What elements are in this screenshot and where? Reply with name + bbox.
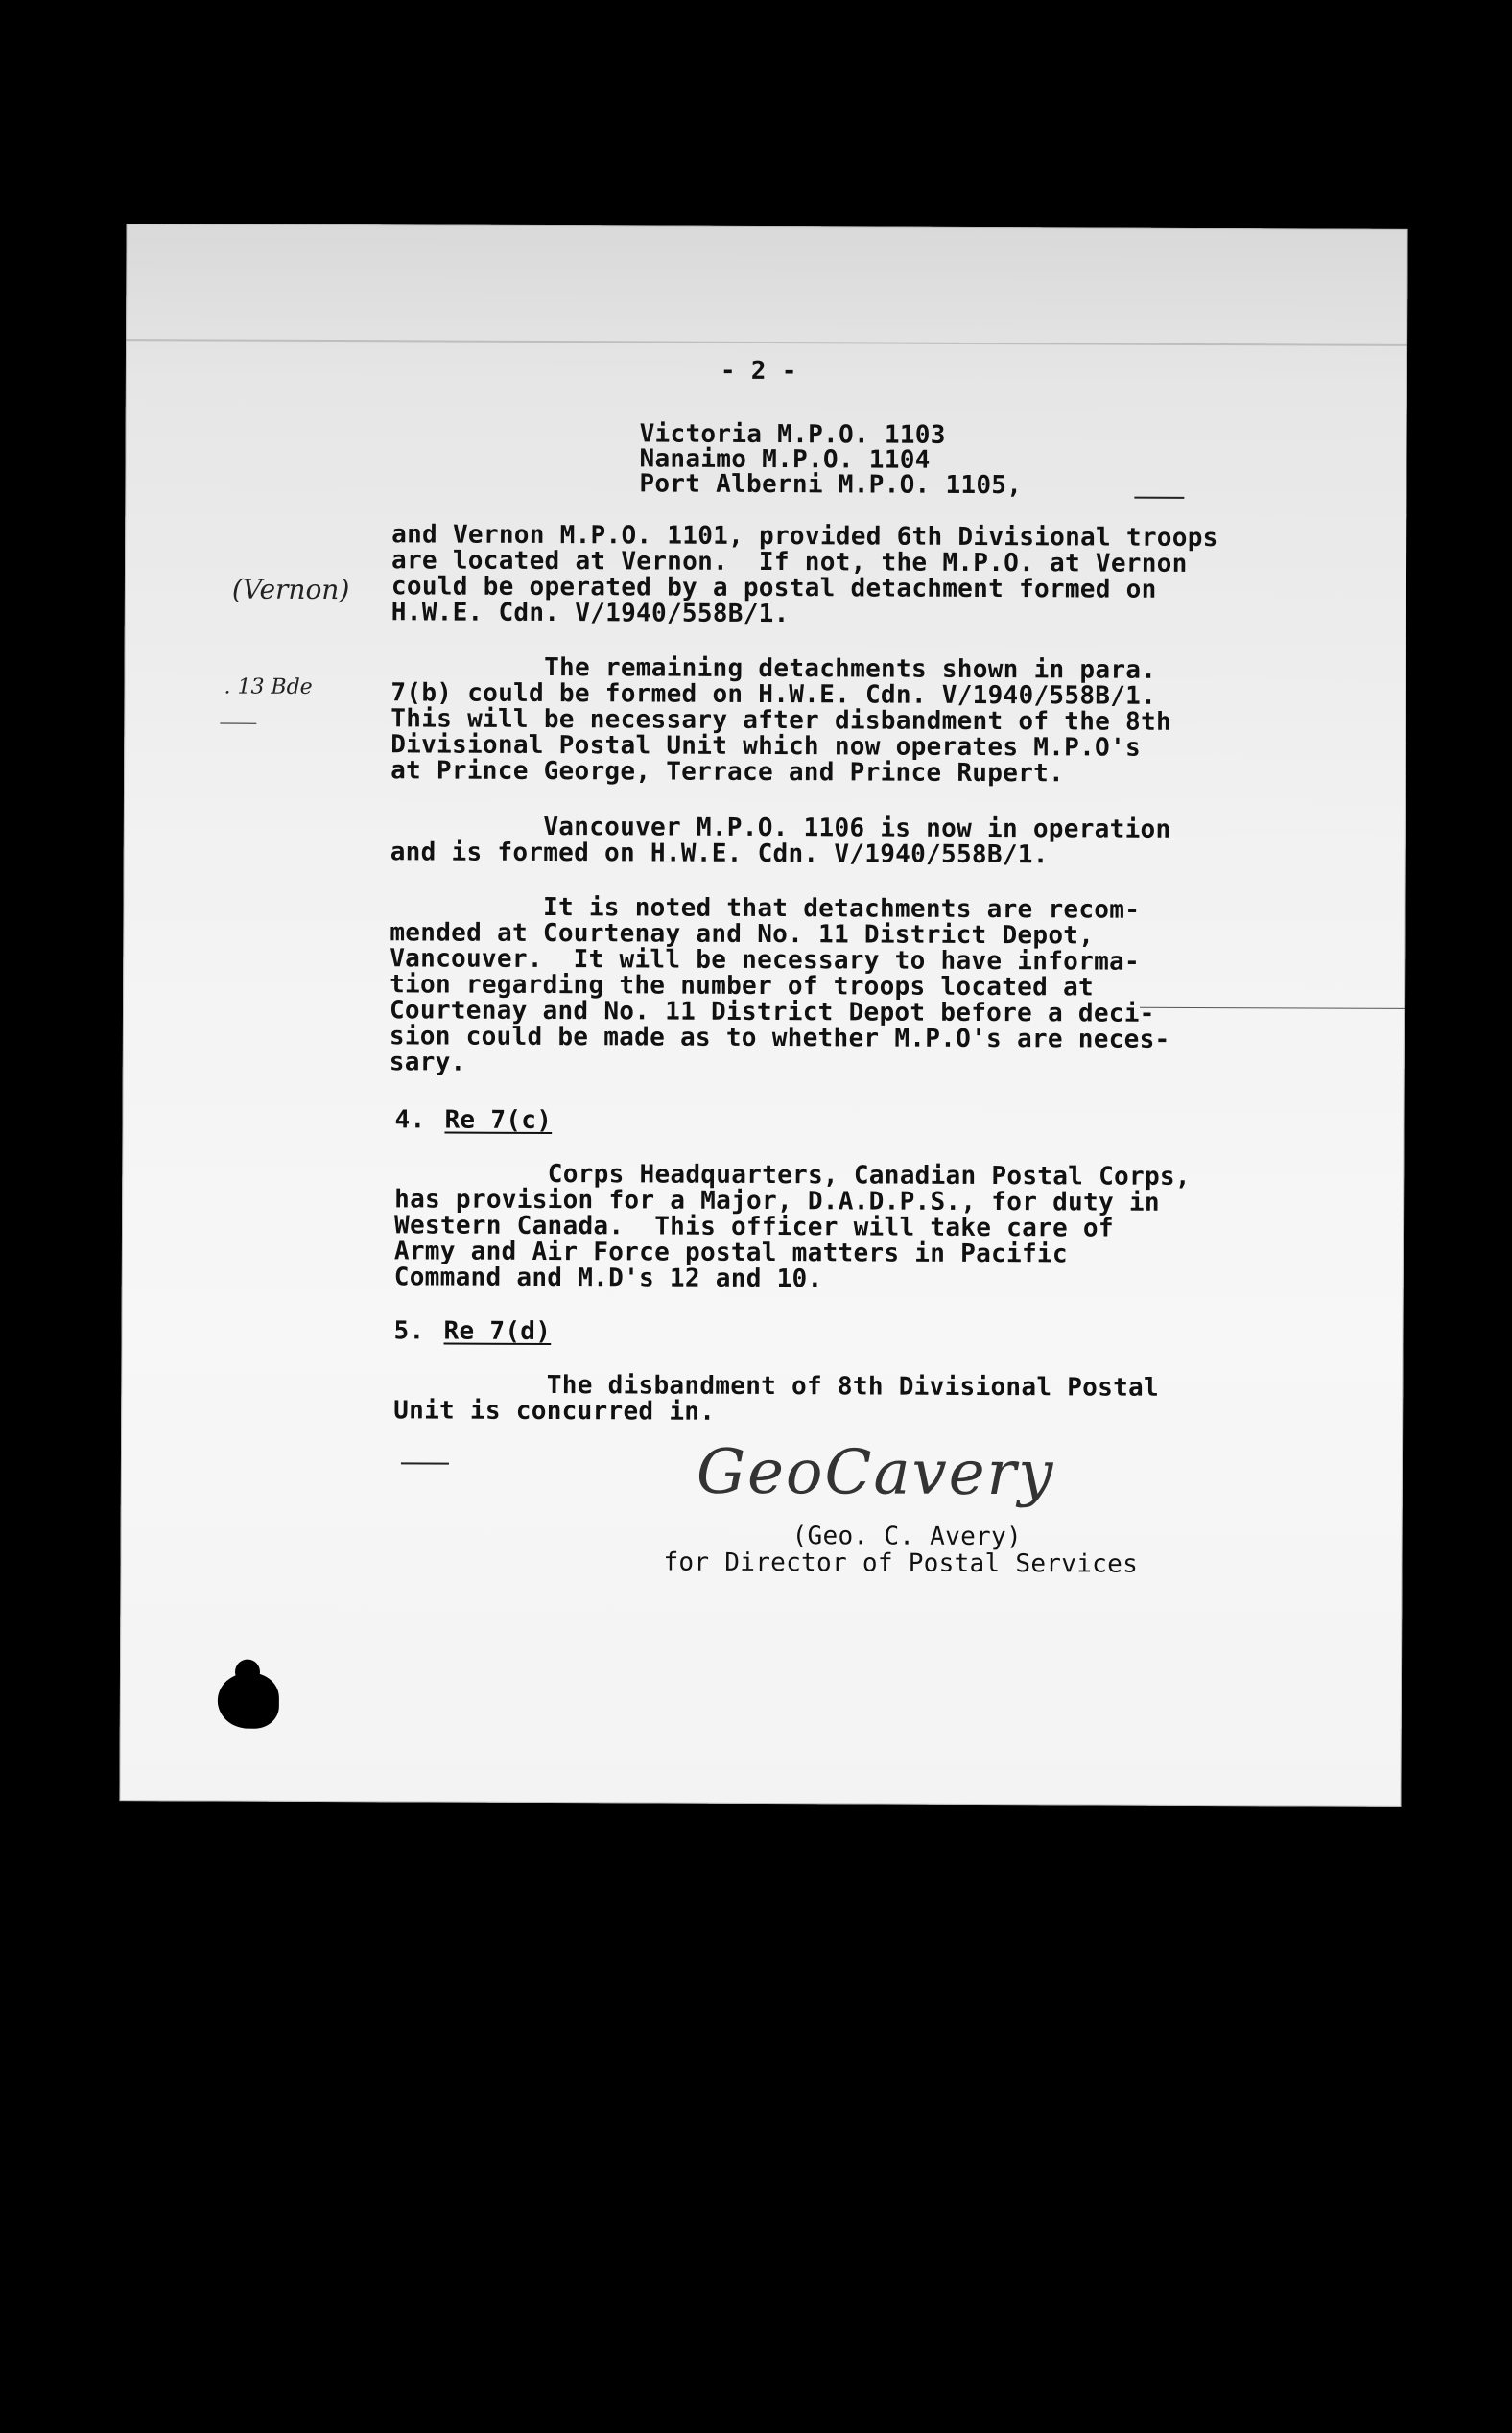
text-line: Command and M.D's 12 and 10. (393, 1263, 823, 1294)
signer-title: for Director of Postal Services (663, 1547, 1139, 1579)
text-line: are located at Vernon. If not, the M.P.O. at Vernon (390, 546, 1188, 579)
text-line: H.W.E. Cdn. V/1940/558B/1. (390, 598, 790, 629)
signature: GeoCavery (696, 1436, 1055, 1510)
signer-name: (Geo. C. Avery) (791, 1522, 1023, 1552)
crease-line (1140, 1007, 1405, 1009)
office-list (127, 224, 1408, 501)
text-line: and Vernon M.P.O. 1101, provided 6th Divisional troops (391, 520, 1218, 554)
section-number: 4. (394, 1105, 426, 1135)
text-line: 7(b) could be formed on H.W.E. Cdn. V/1940/558B/1. (390, 678, 1157, 711)
text-line: The disbandment of 8th Divisional Postal (393, 1370, 1160, 1403)
text-line: It is noted that detachments are recom- (390, 892, 1141, 925)
text-line: tion regarding the number of troops located at (390, 970, 1095, 1003)
margin-dash (1134, 497, 1184, 499)
section-title: Re 7(c) (444, 1105, 553, 1136)
text-line: sary. (389, 1048, 466, 1077)
text-line: Corps Headquarters, Canadian Postal Corps, (394, 1159, 1191, 1192)
text-line: at Prince George, Terrace and Prince Rupert. (390, 756, 1065, 789)
text-line: Army and Air Force postal matters in Pacific (393, 1237, 1068, 1269)
text-line: Divisional Postal Unit which now operates M.P.O's (390, 730, 1142, 763)
page-number: - 2 - (720, 356, 797, 387)
text-line: sion could be made as to whether M.P.O's are neces- (389, 1022, 1170, 1054)
office-line: Victoria M.P.O. 1103 (639, 419, 946, 450)
text-line: Vancouver. It will be necessary to have informa- (390, 944, 1141, 977)
office-line: Port Alberni M.P.O. 1105, (639, 469, 1023, 501)
text-line: could be operated by a postal detachment formed on (390, 572, 1157, 604)
text-line: has provision for a Major, D.A.D.P.S., for duty in (394, 1185, 1160, 1217)
text-line: This will be necessary after disbandment of the 8th (390, 704, 1172, 737)
text-line: Vancouver M.P.O. 1106 is now in operation (390, 812, 1171, 844)
margin-note-line: . 13 Bde (224, 674, 313, 699)
section-title: Re 7(d) (443, 1316, 552, 1347)
margin-note (224, 508, 350, 770)
text-line: Unit is concurred in. (393, 1396, 716, 1427)
text-line: and is formed on H.W.E. Cdn. V/1940/558B/1. (390, 838, 1049, 870)
margin-note-line: (Vernon) (231, 573, 350, 606)
office-line: Nanaimo M.P.O. 1104 (639, 444, 931, 475)
text-line: Courtenay and No. 11 District Depot before a deci- (389, 996, 1155, 1028)
text-line: Western Canada. This officer will take care of (393, 1211, 1114, 1243)
text-line: The remaining detachments shown in para. (390, 652, 1157, 685)
document-page (119, 224, 1407, 1807)
ink-blot (218, 1673, 279, 1729)
margin-dash (401, 1462, 449, 1464)
text-line: mended at Courtenay and No. 11 District Depot, (390, 918, 1095, 951)
margin-dash (220, 723, 256, 724)
section-number: 5. (393, 1316, 425, 1346)
